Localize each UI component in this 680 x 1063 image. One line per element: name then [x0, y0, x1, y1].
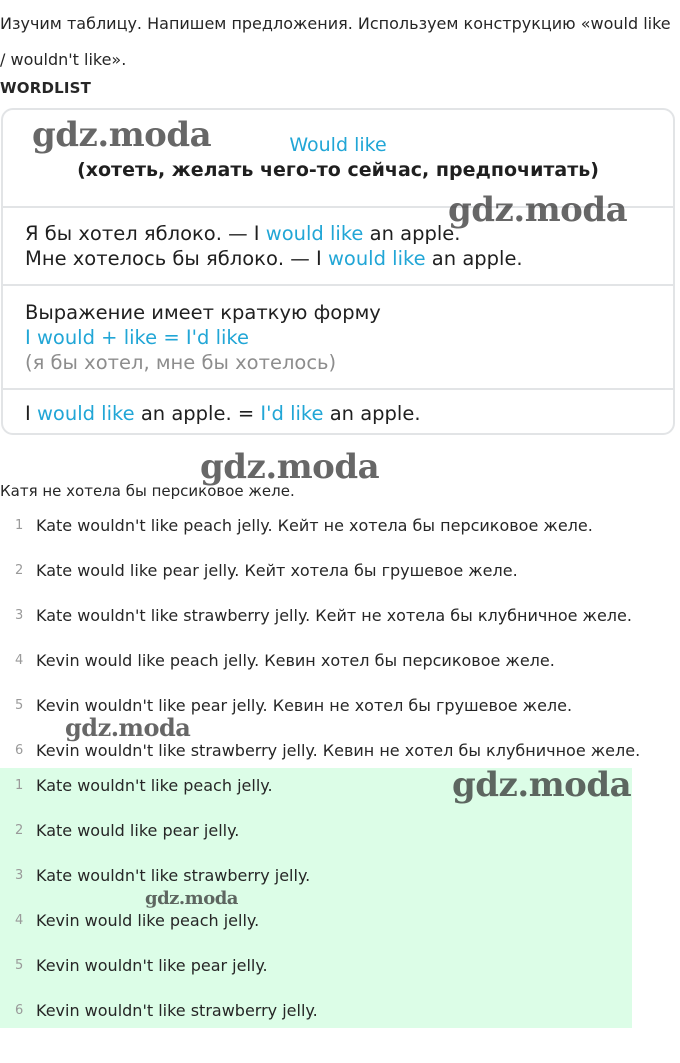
wordlist-term: Would like — [289, 134, 387, 156]
highlight-phrase: would like — [36, 402, 135, 425]
example-text: an apple. — [363, 222, 461, 245]
example-text: an apple. — [323, 402, 421, 425]
item-text: Kevin wouldn't like pear jelly. Кевин не хотел бы грушевое желе. — [36, 696, 573, 715]
item-number: 1 — [15, 778, 24, 793]
list-item — [0, 999, 680, 1023]
wordlist-title: WORDLIST — [0, 79, 92, 97]
caption: Катя не хотела бы персиковое желе. — [0, 482, 295, 500]
item-text: Kevin wouldn't like pear jelly. — [36, 956, 268, 975]
list-item — [0, 909, 680, 933]
item-number: 6 — [15, 743, 24, 758]
equivalence-line — [3, 401, 673, 426]
item-text: Kate wouldn't like peach jelly. — [36, 776, 273, 795]
short-form-intro: Выражение имеет краткую форму — [25, 301, 381, 324]
list-item — [0, 954, 680, 978]
item-text: Kate wouldn't like strawberry jelly. Кейт не хотела бы клубничное желе. — [36, 606, 632, 625]
wordlist-definition: (хотеть, желать чего-то сейчас, предпочитать) — [77, 159, 599, 181]
intro-text: Изучим таблицу. Напишем предложения. Используем конструкцию «would like / wouldn't like». — [0, 14, 671, 69]
item-number: 4 — [15, 653, 24, 668]
example-text: an apple. = — [134, 402, 261, 425]
item-number: 3 — [15, 868, 24, 883]
example-text: an apple. — [425, 247, 523, 270]
highlight-phrase: would like — [327, 247, 426, 270]
item-number: 5 — [15, 958, 24, 973]
example-text: I — [25, 402, 37, 425]
list-item — [0, 739, 680, 763]
item-number: 2 — [15, 563, 24, 578]
item-text: Kevin would like peach jelly. Кевин хотел бы персиковое желе. — [36, 651, 555, 670]
watermark-logo: gdz.moda — [452, 765, 632, 805]
item-number: 4 — [15, 913, 24, 928]
short-form-rule: I would + like = I'd like — [25, 326, 250, 349]
item-number: 6 — [15, 1003, 24, 1018]
list-item — [0, 514, 680, 538]
item-text: Kevin wouldn't like strawberry jelly. — [36, 1001, 318, 1020]
example-line — [3, 246, 673, 271]
list-item — [0, 649, 680, 673]
short-form-note: (я бы хотел, мне бы хотелось) — [25, 351, 337, 374]
item-text: Kate wouldn't like peach jelly. Кейт не хотела бы персиковое желе. — [36, 516, 593, 535]
item-text: Kate would like pear jelly. — [36, 821, 240, 840]
example-text: Мне хотелось бы яблоко. — I — [25, 247, 328, 270]
watermark-logo: gdz.moda — [145, 888, 238, 909]
item-number: 5 — [15, 698, 24, 713]
item-text: Kevin would like peach jelly. — [36, 911, 260, 930]
item-text: Kate wouldn't like strawberry jelly. — [36, 866, 311, 885]
watermark-logo: gdz.moda — [65, 713, 191, 742]
watermark-logo: gdz.moda — [200, 447, 380, 487]
answer-box — [0, 768, 632, 1028]
list-item — [0, 559, 680, 583]
watermark-logo: gdz.moda — [32, 115, 212, 155]
list-item — [0, 864, 680, 888]
item-text: Kevin wouldn't like strawberry jelly. Кевин не хотел бы клубничное желе. — [36, 741, 641, 760]
highlight-phrase: would like — [265, 222, 364, 245]
item-text: Kate would like pear jelly. Кейт хотела бы грушевое желе. — [36, 561, 518, 580]
list-item — [0, 819, 680, 843]
item-number: 3 — [15, 608, 24, 623]
item-number: 2 — [15, 823, 24, 838]
watermark-logo: gdz.moda — [448, 190, 628, 230]
wordlist-table — [1, 108, 675, 435]
list-item — [0, 604, 680, 628]
wordlist-row-short-form — [3, 284, 673, 388]
highlight-phrase: I'd like — [260, 402, 324, 425]
item-number: 1 — [15, 518, 24, 533]
wordlist-row-equivalence — [3, 388, 673, 433]
example-text: Я бы хотел яблоко. — I — [25, 222, 266, 245]
